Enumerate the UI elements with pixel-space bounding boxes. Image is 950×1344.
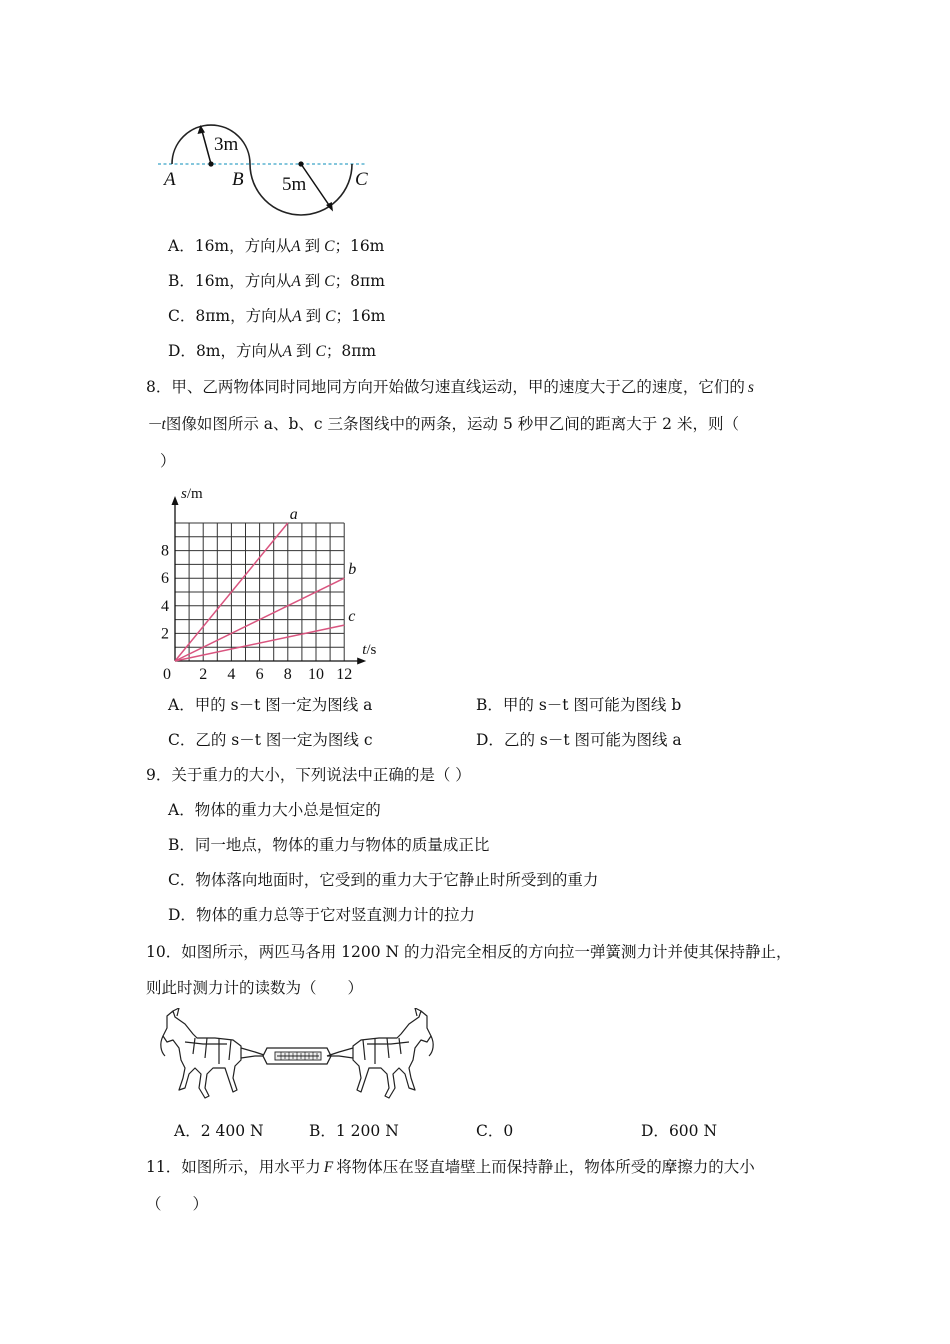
q10-option-c[interactable] [476, 1121, 513, 1141]
option-text: 甲的 s－t 图一定为图线 a [194, 696, 373, 714]
q7-option-b[interactable] [168, 271, 385, 292]
q9-stem [146, 765, 471, 785]
point-c: C [324, 273, 335, 290]
q9-option-d[interactable] [168, 905, 475, 925]
x-tick-label: 0 [163, 666, 171, 683]
y-tick-label: 6 [161, 570, 169, 588]
x-tick-label: 10 [308, 666, 324, 683]
label-B: B [232, 169, 244, 190]
option-letter: B． [476, 696, 503, 714]
point-c: C [325, 308, 336, 325]
option-text: 8m，方向从 [195, 342, 283, 360]
s-t-graph [150, 478, 390, 688]
option-text: 0 [503, 1122, 514, 1140]
series-label-a: a [289, 506, 298, 523]
option-text: 16m，方向从 [194, 272, 292, 290]
right-horse-icon [327, 1008, 433, 1098]
question-number: 9． [146, 766, 172, 784]
left-horse-icon [161, 1008, 267, 1098]
label-A: A [164, 169, 176, 190]
q11-stem-line1 [146, 1157, 755, 1178]
option-letter: C． [476, 1122, 504, 1140]
q8-option-d[interactable] [476, 730, 682, 750]
option-text: 2 400 N [200, 1122, 264, 1140]
y-tick-label: 4 [161, 597, 169, 615]
force-var: F [323, 1159, 334, 1176]
q10-option-d[interactable] [641, 1121, 717, 1141]
option-text: 乙的 s－t 图可能为图线 a [503, 731, 682, 749]
small-semicircle [172, 125, 250, 164]
x-axis-label: t/s [362, 642, 377, 658]
option-text: 到 [305, 307, 322, 325]
horses-spring-scale-figure [155, 1008, 445, 1106]
stem-text: 图像如图所示 a、b、c 三条图线中的两条，运动 5 秒甲乙间的距离大于 2 米，则（ [165, 415, 739, 433]
stem-text: 如图所示，两匹马各用 1200 N 的力沿完全相反的方向拉一弹簧测力计并使其保持静止， [181, 943, 792, 961]
point-a: A [282, 343, 292, 360]
stem-text: 关于重力的大小，下列说法中正确的是（ ） [171, 766, 471, 784]
option-letter: D． [641, 1122, 669, 1140]
point-a: A [292, 308, 302, 325]
point-c: C [324, 238, 335, 255]
label-3m: 3m [214, 134, 239, 155]
x-tick-label: 6 [255, 666, 264, 683]
q7-option-d[interactable] [168, 341, 376, 362]
option-letter: C． [168, 731, 196, 749]
option-letter: A． [168, 696, 195, 714]
option-letter: B． [309, 1122, 336, 1140]
option-letter: C． [168, 307, 196, 325]
option-letter: D． [168, 906, 196, 924]
x-tick-label: 12 [336, 666, 353, 683]
label-5m: 5m [282, 174, 307, 195]
q10-option-a[interactable] [174, 1121, 264, 1141]
option-letter: C． [168, 871, 196, 889]
option-text: 600 N [668, 1122, 718, 1140]
q10-option-b[interactable] [309, 1121, 399, 1141]
option-letter: A． [174, 1122, 201, 1140]
option-letter: B． [168, 836, 195, 854]
q8-option-a[interactable] [168, 695, 372, 715]
option-text: 到 [304, 272, 321, 290]
q8-stem-line2 [146, 414, 739, 435]
y-axis-arrow-icon [172, 496, 179, 505]
q8-stem-line1 [146, 377, 754, 398]
option-text: ；16m [334, 237, 385, 255]
stem-text: 如图所示，用水平力 [181, 1158, 321, 1176]
option-letter: B． [168, 272, 195, 290]
question-number: 11． [146, 1158, 182, 1176]
option-text: 到 [295, 342, 312, 360]
option-text: 16m，方向从 [194, 237, 292, 255]
q10-stem-line1 [146, 942, 792, 962]
y-tick-label: 8 [161, 542, 169, 560]
option-letter: D． [168, 342, 196, 360]
q8-option-b[interactable] [476, 695, 681, 715]
question-number: 8． [146, 378, 172, 396]
spring-scale-icon [263, 1048, 331, 1064]
q9-option-b[interactable] [168, 835, 489, 855]
q8-stem-line3 [160, 451, 176, 471]
stem-var: s [747, 379, 754, 396]
point-a: A [291, 273, 301, 290]
q7-option-c[interactable] [168, 306, 385, 327]
q10-stem-line2 [146, 978, 363, 998]
option-text: ；16m [335, 307, 386, 325]
point-a: A [291, 238, 301, 255]
radius-arrow-3m [202, 129, 212, 164]
option-text: 乙的 s－t 图一定为图线 c [195, 731, 373, 749]
y-tick-label: 2 [161, 625, 169, 643]
stem-text: 甲、乙两物体同时同地同方向开始做匀速直线运动，甲的速度大于乙的速度，它们的 [171, 378, 745, 396]
x-tick-label: 8 [283, 666, 292, 683]
option-text: 物体落向地面时，它受到的重力大于它静止时所受到的重力 [195, 871, 599, 889]
option-text: 甲的 s－t 图可能为图线 b [502, 696, 682, 714]
stem-text: ） [160, 452, 176, 470]
q11-stem-line2 [146, 1194, 208, 1214]
semicircle-path-figure [155, 118, 385, 218]
stem-text: 将物体压在竖直墙壁上而保持静止，物体所受的摩擦力的大小 [336, 1158, 755, 1176]
option-text: 物体的重力大小总是恒定的 [194, 801, 381, 819]
series-label-b: b [348, 561, 357, 579]
option-text: ；8πm [334, 272, 385, 290]
stem-var: －t [146, 416, 166, 433]
x-tick-label: 4 [227, 666, 236, 683]
x-axis-arrow-icon [357, 658, 366, 665]
option-letter: A． [168, 801, 195, 819]
question-number: 10． [146, 943, 182, 961]
option-letter: D． [476, 731, 504, 749]
label-C: C [355, 169, 368, 190]
option-text: 1 200 N [335, 1122, 399, 1140]
option-text: 物体的重力总等于它对竖直测力计的拉力 [195, 906, 475, 924]
stem-text: 则此时测力计的读数为（ ） [146, 979, 364, 997]
stem-text: （ ） [146, 1195, 209, 1213]
q7-option-a[interactable] [168, 236, 384, 257]
option-text: ；8πm [325, 342, 377, 360]
point-c: C [315, 343, 326, 360]
y-axis-label: s/m [181, 486, 203, 502]
option-text: 到 [304, 237, 321, 255]
q9-option-a[interactable] [168, 800, 381, 820]
x-tick-label: 2 [199, 666, 208, 683]
series-label-c: c [348, 608, 356, 626]
option-letter: A． [168, 237, 195, 255]
q8-option-c[interactable] [168, 730, 373, 750]
option-text: 8πm，方向从 [195, 307, 293, 325]
option-text: 同一地点，物体的重力与物体的质量成正比 [194, 836, 490, 854]
q9-option-c[interactable] [168, 870, 598, 890]
